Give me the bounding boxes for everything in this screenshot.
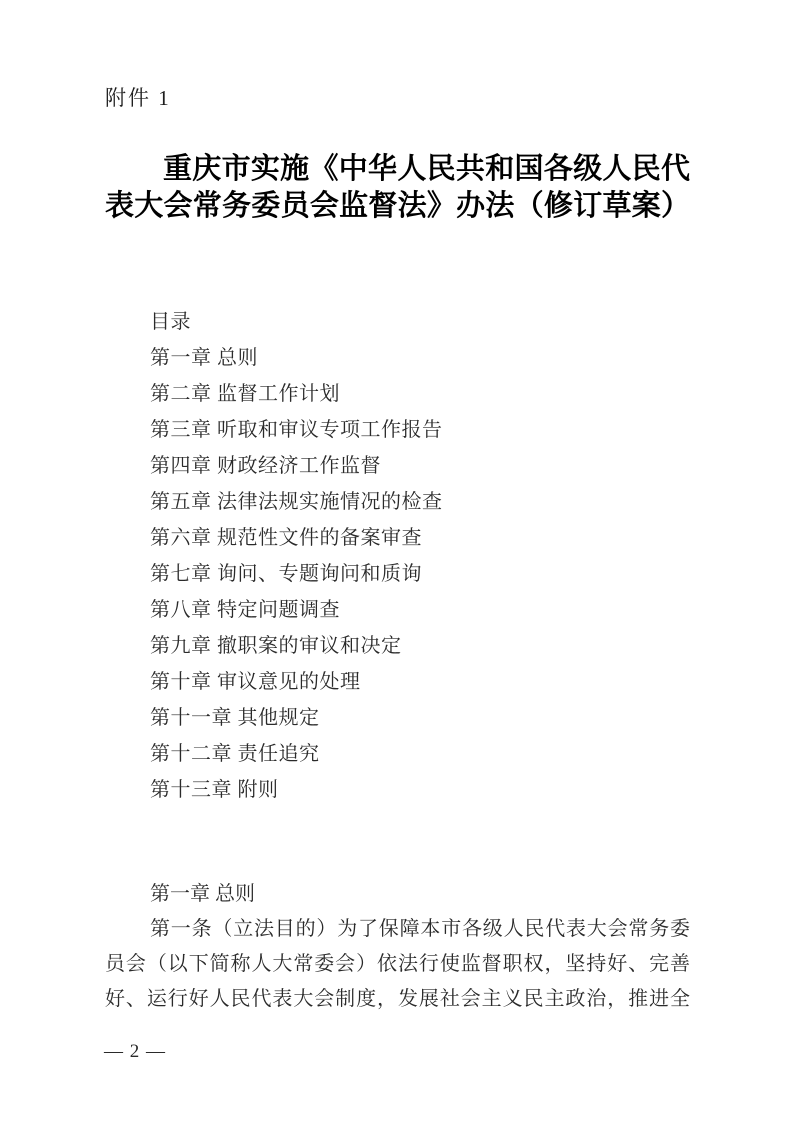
toc-item-chapter-2: 第二章 监督工作计划 (150, 383, 340, 405)
page-number: — 2 — (104, 1041, 166, 1062)
toc-item-chapter-10: 第十章 审议意见的处理 (150, 671, 361, 693)
toc-heading: 目录 (150, 311, 191, 333)
toc-item-chapter-13: 第十三章 附则 (150, 779, 279, 801)
table-of-contents (150, 304, 690, 808)
paragraph-line-1: 第一条（立法目的）为了保障本市各级人民代表大会常务委 (150, 918, 690, 940)
toc-item-chapter-12: 第十二章 责任追究 (150, 743, 320, 765)
toc-item-chapter-4: 第四章 财政经济工作监督 (150, 455, 381, 477)
toc-item-chapter-11: 第十一章 其他规定 (150, 707, 320, 729)
toc-item-chapter-8: 第八章 特定问题调查 (150, 599, 340, 621)
section-heading: 第一章 总则 (150, 883, 255, 905)
document-title (105, 151, 690, 225)
toc-item-chapter-7: 第七章 询问、专题询问和质询 (150, 563, 422, 585)
toc-item-chapter-1: 第一章 总则 (150, 347, 258, 369)
title-line-2: 表大会常务委员会监督法》办法（修订草案） (105, 190, 690, 222)
paragraph-line-2: 员会（以下简称人大常委会）依法行使监督职权，坚持好、完善 (105, 953, 690, 975)
title-line-1: 重庆市实施《中华人民共和国各级人民代 (163, 153, 690, 185)
toc-item-chapter-9: 第九章 撤职案的审议和决定 (150, 635, 402, 657)
attachment-label: 附件 1 (105, 86, 171, 110)
paragraph-line-3: 好、运行好人民代表大会制度，发展社会主义民主政治，推进全 (105, 988, 690, 1010)
chapter-1-section (105, 877, 690, 1017)
toc-item-chapter-6: 第六章 规范性文件的备案审查 (150, 527, 422, 549)
toc-item-chapter-3: 第三章 听取和审议专项工作报告 (150, 419, 443, 441)
toc-item-chapter-5: 第五章 法律法规实施情况的检查 (150, 491, 443, 513)
